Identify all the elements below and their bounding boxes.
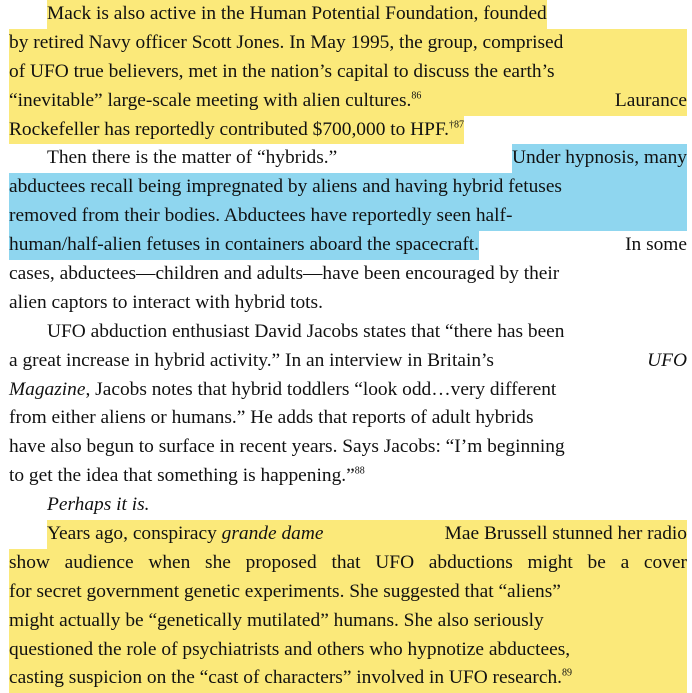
p3-line-3-em: Magazine bbox=[9, 378, 86, 400]
p3-line-3-text: , Jacobs notes that hybrid toddlers “look odd…very different bbox=[85, 378, 557, 400]
p2-line-4 bbox=[9, 231, 687, 260]
p5-line-1-start: Years ago, conspiracy bbox=[47, 523, 222, 545]
p3-line-1 bbox=[9, 318, 687, 347]
p2-line-4-blue: human/half-alien fetuses in containers aboard the spacecraft. bbox=[9, 231, 479, 260]
p5-line-2 bbox=[9, 549, 687, 578]
p3-line-6 bbox=[9, 462, 687, 491]
p3-line-3 bbox=[9, 376, 687, 405]
p1-line-4 bbox=[9, 87, 687, 116]
p1-line-2-text: by retired Navy officer Scott Jones. In May 1995, the group, comprised bbox=[9, 31, 564, 53]
footnote-86: 86 bbox=[411, 90, 422, 102]
p5-line-6-text: casting suspicion on the “cast of characters” involved in UFO research. bbox=[9, 667, 562, 689]
p3-line-2-text: a great increase in hybrid activity.” In an interview in Britain’s bbox=[9, 349, 499, 371]
p2-line-1 bbox=[9, 144, 687, 173]
p1-line-5-text: Rockefeller has reportedly contributed $700,000 to HPF. bbox=[9, 118, 450, 140]
p2-line-3-text: removed from their bodies. Abductees have reportedly seen half- bbox=[9, 205, 513, 227]
p3-line-2-em: UFO bbox=[647, 349, 687, 371]
p5-line-5-text: questioned the role of psychiatrists and others who hypnotize abductees, bbox=[9, 638, 571, 660]
p3-line-4 bbox=[9, 404, 687, 433]
p5-line-1-wrap bbox=[47, 520, 687, 549]
p1-line-2 bbox=[9, 29, 687, 58]
p3-line-6-text: to get the idea that something is happening.” bbox=[9, 465, 355, 487]
p4-line-1 bbox=[9, 491, 687, 520]
p1-line-3-text: of UFO true believers, met in the nation’s capital to discuss the earth’s bbox=[9, 60, 555, 82]
p5-line-4-text: might actually be “genetically mutilated” humans. She also seriously bbox=[9, 609, 544, 631]
p3-line-2 bbox=[9, 347, 687, 376]
footnote-88: 88 bbox=[354, 465, 365, 477]
p2-line-4-tail: In some bbox=[620, 234, 687, 256]
p2-line-6-text: alien captors to interact with hybrid tots. bbox=[9, 291, 323, 313]
p1-line-1 bbox=[9, 0, 687, 29]
p3-line-5 bbox=[9, 433, 687, 462]
book-page bbox=[9, 0, 687, 693]
p2-line-6 bbox=[9, 289, 687, 318]
p4-line-1-em: Perhaps it is. bbox=[47, 494, 150, 516]
p2-line-5 bbox=[9, 260, 687, 289]
p5-line-3-text: for secret government genetic experiments. She suggested that “aliens” bbox=[9, 580, 561, 602]
p1-line-3 bbox=[9, 58, 687, 87]
p5-line-2-text: show audience when she proposed that UFO abductions might be a cover bbox=[9, 551, 687, 573]
footnote-87: 87 bbox=[454, 119, 465, 131]
p1-line-1-text: Mack is also active in the Human Potential Foundation, founded bbox=[47, 0, 547, 29]
p3-line-5-text: have also begun to surface in recent years. Says Jacobs: “I’m beginning bbox=[9, 436, 565, 458]
p5-line-4 bbox=[9, 607, 687, 636]
p2-line-2 bbox=[9, 173, 687, 202]
footnote-89: 89 bbox=[561, 668, 572, 680]
p5-line-1-em: grande dame bbox=[221, 523, 324, 545]
p2-line-5-text: cases, abductees—children and adults—have been encouraged by their bbox=[9, 263, 560, 285]
p5-line-5 bbox=[9, 636, 687, 665]
p5-line-6 bbox=[9, 664, 687, 693]
p3-line-1-text: UFO abduction enthusiast David Jacobs states that “there has been bbox=[47, 320, 565, 342]
p5-line-3 bbox=[9, 578, 687, 607]
p2-line-2-text: abductees recall being impregnated by aliens and having hybrid fetuses bbox=[9, 176, 562, 198]
p2-line-1-blue: Under hypnosis, many bbox=[512, 144, 687, 173]
p1-line-5 bbox=[9, 116, 687, 145]
p2-line-3 bbox=[9, 202, 687, 231]
footnote-87-dagger: † bbox=[449, 119, 455, 131]
p1-line-4-text: “inevitable” large-scale meeting with alien cultures. bbox=[9, 89, 412, 111]
p5-line-1 bbox=[9, 520, 687, 549]
p3-line-4-text: from either aliens or humans.” He adds that reports of adult hybrids bbox=[9, 407, 534, 429]
p5-line-1-rest: Mae Brussell stunned her radio bbox=[439, 523, 687, 545]
p2-line-1-plain: Then there is the matter of “hybrids.” bbox=[47, 147, 343, 169]
p1-line-4-tail: Laurance bbox=[610, 89, 687, 111]
